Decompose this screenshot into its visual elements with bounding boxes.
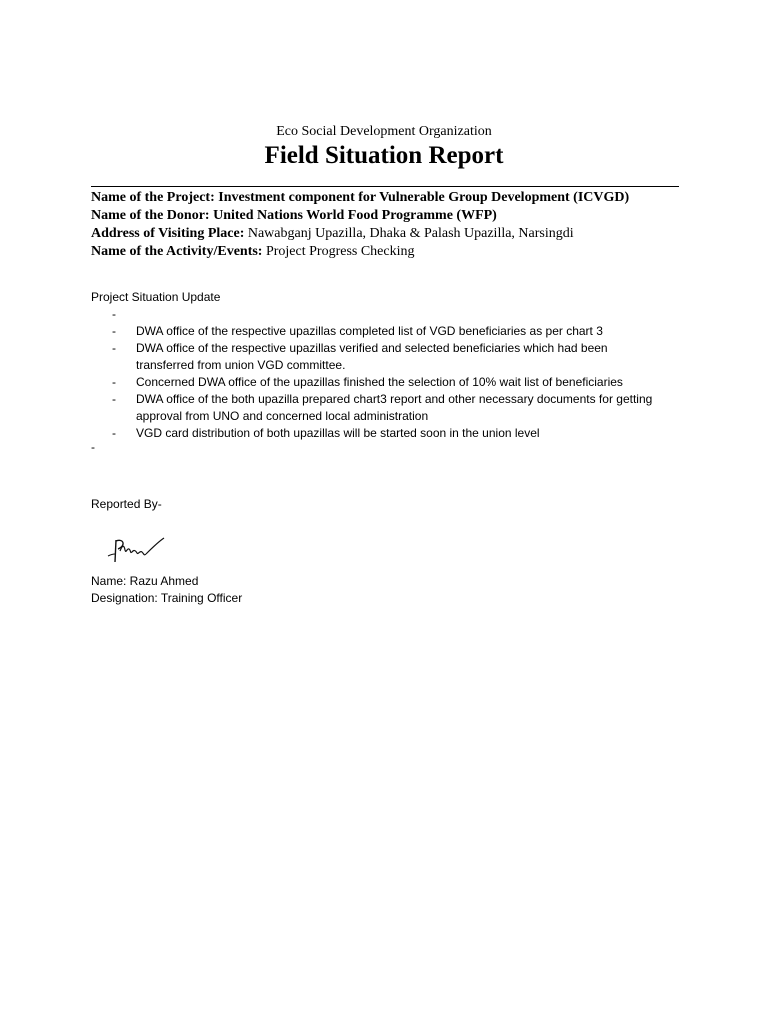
project-label: Name of the Project: [91,190,215,205]
report-title: Field Situation Report [264,142,504,169]
signature-icon [96,532,170,568]
list-item-text: DWA office of the both upazilla prepared chart3 report and other necessary documents for getting approval from UNO and concerned local administration [136,392,653,423]
reporter-designation: Designation: Training Officer [91,591,243,605]
list-item [91,340,656,374]
situation-heading: Project Situation Update [91,290,221,304]
title-divider [91,186,679,187]
donor-value: United Nations World Food Programme (WFP) [213,208,497,223]
bullet-dash: - [112,426,116,440]
bullet-dash: - [112,307,116,321]
bullet-dash: - [112,341,116,355]
donor-label: Name of the Donor: [91,208,210,223]
reporter-details [91,573,242,607]
trailing-mark: - [91,440,95,454]
list-item-text: DWA office of the respective upazillas completed list of VGD beneficiaries as per chart 3 [136,324,603,338]
situation-list [91,306,691,442]
activity-row [91,243,691,261]
list-item-text: DWA office of the respective upazillas verified and selected beneficiaries which had been transferred from union VGD committee. [136,341,608,372]
bullet-dash: - [112,392,116,406]
list-item-text: VGD card distribution of both upazillas will be started soon in the union level [136,426,540,440]
list-item [91,425,656,442]
address-value: Nawabganj Upazilla, Dhaka & Palash Upazilla, Narsingdi [247,226,574,241]
donor-row [91,207,691,225]
address-label: Address of Visiting Place: [91,226,245,241]
project-row [91,189,691,207]
reported-by-label: Reported By- [91,497,162,511]
activity-label: Name of the Activity/Events: [91,244,263,259]
project-value: Investment component for Vulnerable Group Development (ICVGD) [218,190,630,205]
report-meta [91,189,691,261]
bullet-dash: - [112,324,116,338]
organization-name: Eco Social Development Organization [276,124,492,139]
list-item [91,323,656,340]
list-item-text: Concerned DWA office of the upazillas finished the selection of 10% wait list of beneficiaries [136,375,623,389]
list-item [91,374,656,391]
list-item [91,391,656,425]
situation-section [91,289,691,459]
list-item [91,306,656,323]
reporter-name: Name: Razu Ahmed [91,574,199,588]
address-row [91,225,691,243]
bullet-dash: - [112,375,116,389]
activity-value: Project Progress Checking [265,244,415,259]
